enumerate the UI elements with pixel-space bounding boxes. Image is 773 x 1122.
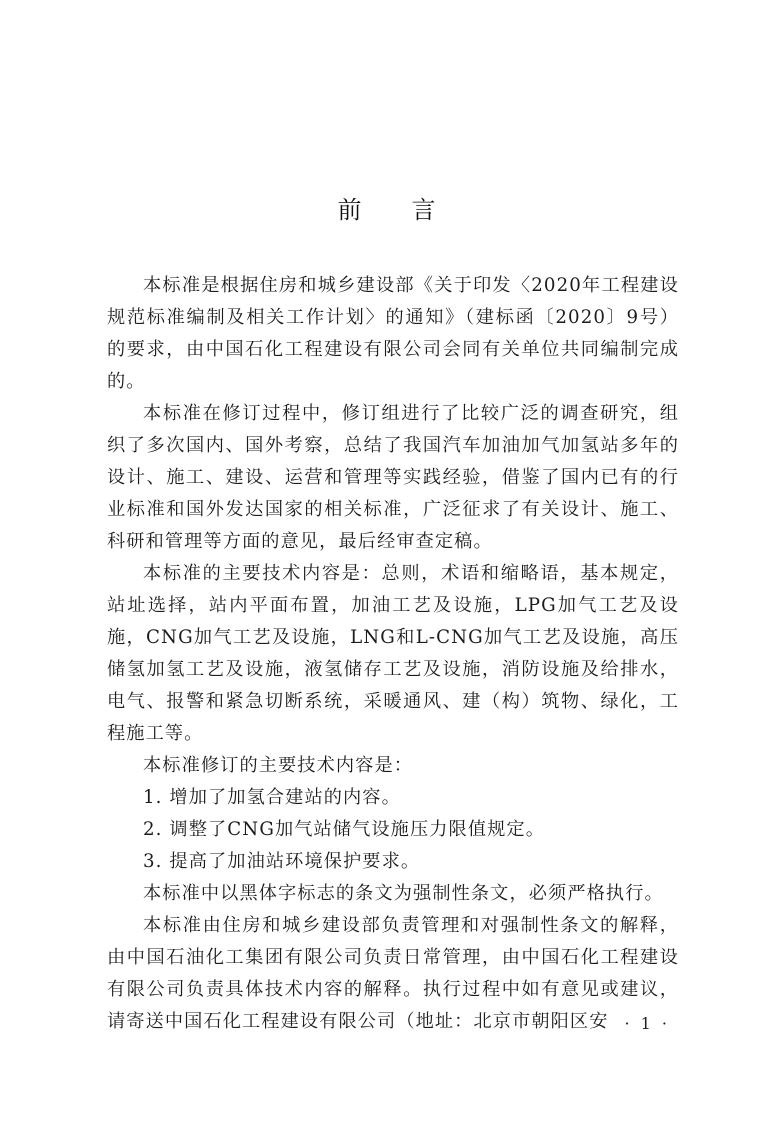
list-item-revision-3: 3. 提高了加油站环境保护要求。	[143, 851, 421, 872]
paragraph-main-contents: 本标准的主要技术内容是：总则，术语和缩略语，基本规定，站址选择，站内平面布置，加油工艺及设施，LPG加气工艺及设施，CNG加气工艺及设施，LNG和L-CNG加气工艺及设施，高压储氢加氢工艺及设施，液氢储存工艺及设施，消防设施及给排水，电气、报警和紧急切断系统，采暖通风、建（构）筑物、绿化，工程施工等。	[107, 563, 679, 744]
page-title: 前言	[337, 196, 486, 225]
paragraph-management: 本标准由住房和城乡建设部负责管理和对强制性条文的解释，由中国石油化工集团有限公司负责日常管理，由中国石化工程建设有限公司负责具体技术内容的解释。执行过程中如有意见或建议，请寄送中国石化工程建设有限公司（地址：北京市朝阳区安	[107, 915, 679, 1032]
list-item-revision-1: 1. 增加了加氢合建站的内容。	[143, 787, 401, 808]
preface-body	[107, 270, 679, 1038]
paragraph-mandatory-clauses: 本标准中以黑体字标志的条文为强制性条文，必须严格执行。	[143, 883, 664, 904]
page-number: · 1 ·	[624, 1014, 670, 1033]
list-item-revision-2: 2. 调整了CNG加气站储气设施压力限值规定。	[143, 819, 545, 840]
paragraph-compilation-basis: 本标准是根据住房和城乡建设部《关于印发〈2020年工程建设规范标准编制及相关工作计划〉的通知》（建标函〔2020〕9号）的要求，由中国石化工程建设有限公司会同有关单位共同编制完成的。	[107, 275, 679, 392]
paragraph-revision-process: 本标准在修订过程中，修订组进行了比较广泛的调查研究，组织了多次国内、国外考察，总结了我国汽车加油加气加氢站多年的设计、施工、建设、运营和管理等实践经验，借鉴了国内已有的行业标准和国外发达国家的相关标准，广泛征求了有关设计、施工、科研和管理等方面的意见，最后经审查定稿。	[107, 403, 679, 552]
paragraph-revision-intro: 本标准修订的主要技术内容是：	[143, 755, 414, 776]
